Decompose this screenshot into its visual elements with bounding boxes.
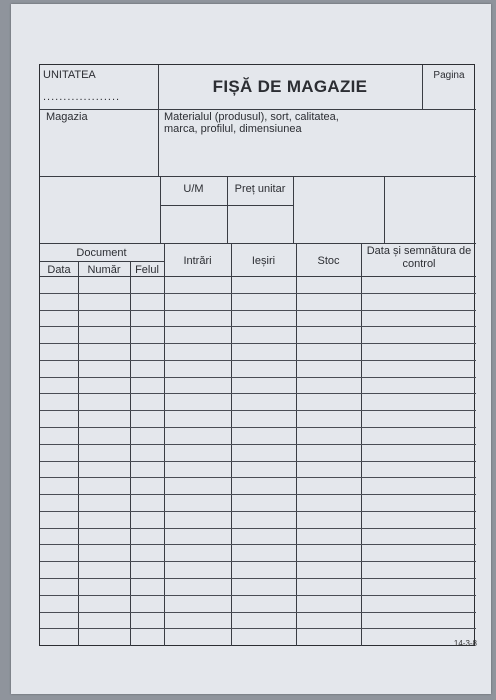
form-code: 14-3-8: [453, 639, 477, 648]
data-label: Data: [47, 264, 71, 276]
table-row-line: [40, 544, 476, 545]
stoc-label: Stoc: [317, 255, 340, 267]
table-row-line: [40, 410, 476, 411]
table-row-line: [40, 578, 476, 579]
unitatea-dots: ...................: [43, 91, 121, 103]
table-row-line: [40, 511, 476, 512]
material-label: Materialul (produsul), sort, calitatea, marca, profilul, dimensiunea: [164, 111, 339, 135]
document-label: Document: [76, 247, 127, 259]
table-row-line: [40, 595, 476, 596]
table-row-line: [40, 612, 476, 613]
sheet: [11, 4, 491, 694]
um-label: U/M: [183, 183, 204, 195]
semnatura-label: Data și semnătura de control: [366, 245, 472, 270]
table-row-line: [40, 561, 476, 562]
pret-unitar-label: Preț unitar: [234, 183, 286, 195]
table-row-line: [40, 461, 476, 462]
table-row-line: [40, 377, 476, 378]
table-row-line: [40, 477, 476, 478]
unitatea-label: UNITATEA: [43, 69, 96, 81]
table-row-line: [40, 628, 476, 629]
felul-label: Felul: [135, 264, 159, 276]
iesiri-label: Ieșiri: [251, 255, 276, 267]
table-row-line: [40, 393, 476, 394]
table-row-line: [40, 360, 476, 361]
page-title: FIȘĂ DE MAGAZIE: [212, 77, 368, 96]
table-row-line: [40, 326, 476, 327]
table-row-line: [40, 528, 476, 529]
pagina-label: Pagina: [433, 70, 465, 81]
table-row-line: [40, 494, 476, 495]
table-row-line: [40, 427, 476, 428]
warehouse-card-form: [39, 64, 475, 646]
table-row-line: [40, 293, 476, 294]
table-row-line: [40, 310, 476, 311]
table-row-line: [40, 444, 476, 445]
numar-label: Număr: [87, 264, 121, 276]
table-row-line: [40, 343, 476, 344]
intrari-label: Intrări: [183, 255, 212, 267]
magazia-label: Magazia: [46, 111, 88, 123]
